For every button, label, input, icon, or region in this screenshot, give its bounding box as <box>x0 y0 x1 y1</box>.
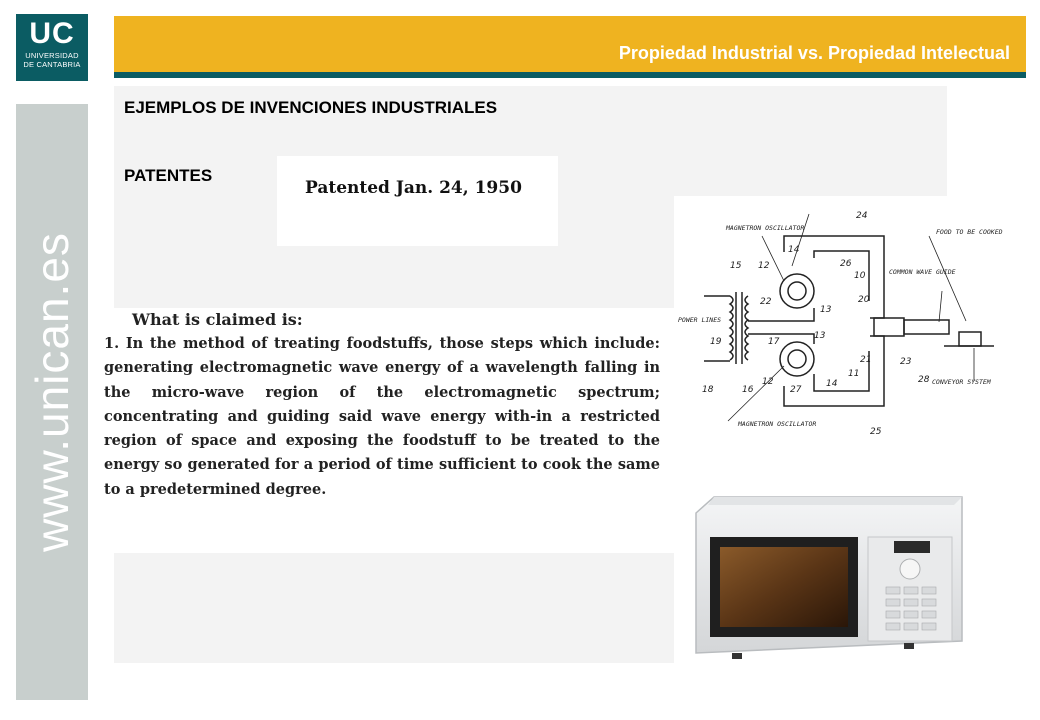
logo-initials: UC <box>29 17 75 50</box>
label-conveyor: CONVEYOR SYSTEM <box>932 378 991 386</box>
transformer-coil-left <box>730 296 733 360</box>
ref-num: 13 <box>814 331 826 341</box>
magnetron-bottom-shape <box>780 342 814 376</box>
foot-right <box>904 643 914 649</box>
sidebar-url: www.unican.es <box>26 232 78 552</box>
claim-text <box>104 308 660 502</box>
header-bar <box>114 16 1026 72</box>
patent-date-image <box>277 156 558 246</box>
transformer-coil-right <box>745 296 748 360</box>
display <box>894 541 930 553</box>
ref-num: 11 <box>848 369 860 379</box>
ref-num: 24 <box>856 211 868 221</box>
ref-num: 15 <box>730 261 742 271</box>
microwave-window <box>720 547 848 627</box>
leader-lines <box>728 214 974 421</box>
ref-num: 12 <box>758 261 770 271</box>
magnetron-top-inner <box>788 282 806 300</box>
microwave-drawing <box>674 441 974 663</box>
ref-num: 13 <box>820 305 832 315</box>
slide-title: Propiedad Industrial vs. Propiedad Intelectual <box>618 43 1010 63</box>
ref-num: 14 <box>826 379 838 389</box>
ref-num: 21 <box>860 355 872 365</box>
ref-num: 19 <box>710 337 722 347</box>
magnetron-bottom-inner <box>788 350 806 368</box>
feed-lines <box>748 308 814 344</box>
label-magnetron-bottom: MAGNETRON OSCILLATOR <box>738 420 817 428</box>
ref-num: 18 <box>702 385 714 395</box>
label-food: FOOD TO BE COOKED <box>936 228 1003 236</box>
logo-line-1: UNIVERSIDAD <box>25 51 79 60</box>
microwave-top <box>708 497 962 505</box>
label-magnetron-top: MAGNETRON OSCILLATOR <box>726 224 805 232</box>
claim-body: 1. In the method of treating foodstuffs, those steps which include: generating electromagnetic wave energy of a wavelength falling in the micro-wave region of the electromagnetic spectrum; concentrating and guiding said wave energy with-in a restricted region of space and exposing the foodstuff to be treated to the energy so generated for a period of time sufficient to cook the same to a predetermined degree. <box>104 335 660 498</box>
microwave-photo <box>674 441 974 663</box>
ref-num: 10 <box>854 271 866 281</box>
ref-num: 14 <box>788 245 800 255</box>
ref-num: 25 <box>870 427 882 437</box>
patent-claim-image <box>104 308 674 553</box>
ref-num: 20 <box>858 295 870 305</box>
power-lines <box>704 296 730 361</box>
logo-line-2: DE CANTABRIA <box>23 60 81 69</box>
output-guide <box>874 318 904 336</box>
food-item <box>959 332 981 346</box>
ref-num: 16 <box>742 385 754 395</box>
ref-num: 17 <box>768 337 780 347</box>
magnetron-top-shape <box>780 274 814 308</box>
section-subheading: PATENTES <box>124 166 213 185</box>
ref-num: 27 <box>790 385 802 395</box>
patent-diagram <box>674 196 1006 441</box>
foot-left <box>732 653 742 659</box>
label-guide: COMMON WAVE GUIDE <box>889 268 956 276</box>
ref-num: 22 <box>760 297 772 307</box>
output-horn <box>904 320 949 334</box>
ref-num: 23 <box>900 357 912 367</box>
patent-date-text: Patented Jan. 24, 1950 <box>305 178 522 198</box>
header-divider <box>114 72 1026 78</box>
ref-num: 28 <box>918 375 930 385</box>
ref-num: 26 <box>840 259 852 269</box>
university-logo <box>16 14 88 81</box>
diagram-drawing <box>674 196 1006 441</box>
claim-title: What is claimed is: <box>132 310 303 329</box>
section-heading: EJEMPLOS DE INVENCIONES INDUSTRIALES <box>124 98 498 117</box>
label-power: POWER LINES <box>678 316 722 324</box>
dial-knob <box>900 559 920 579</box>
ref-num: 12 <box>762 377 774 387</box>
